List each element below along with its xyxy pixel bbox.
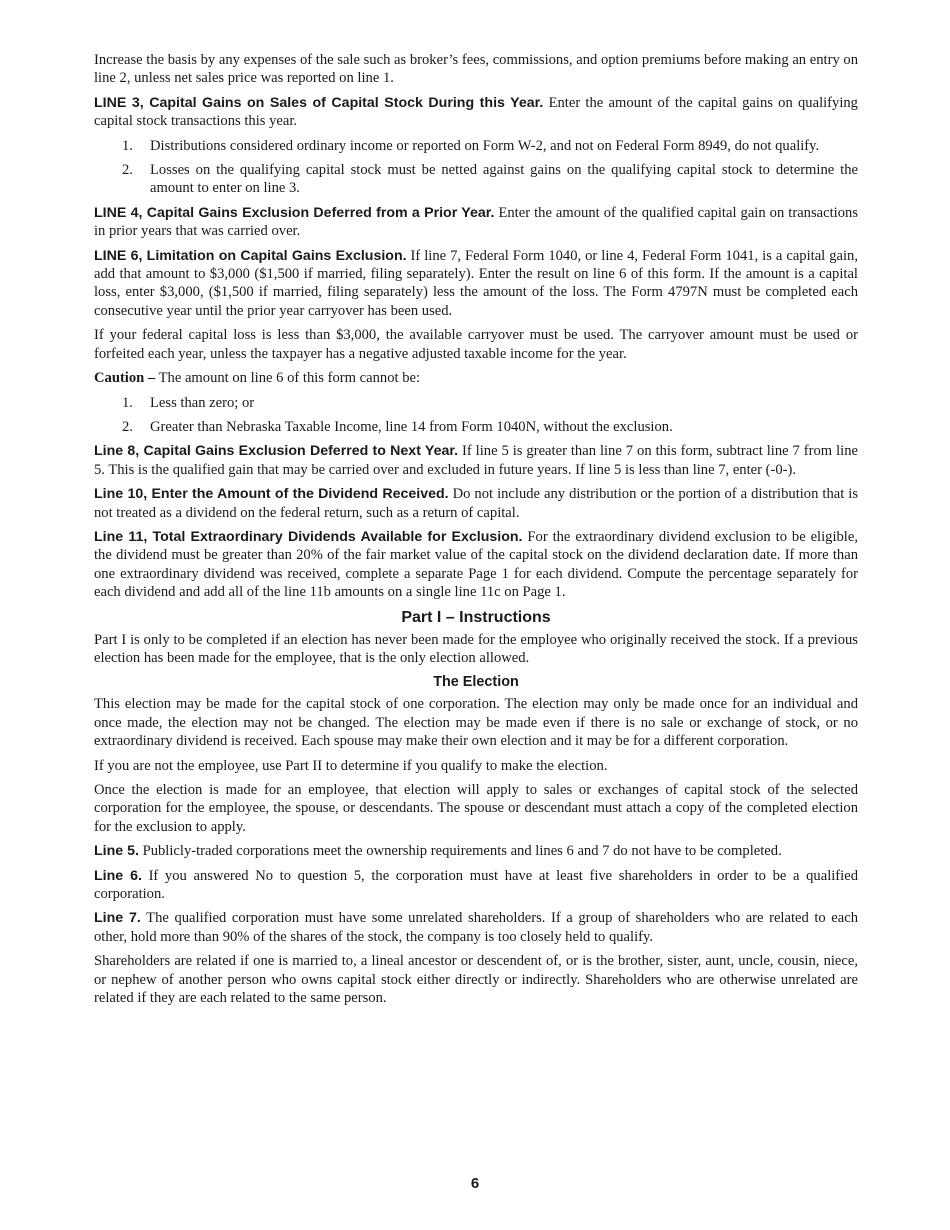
instructions-page <box>94 51 858 1013</box>
line3-heading: LINE 3, Capital Gains on Sales of Capital Stock During this Year. <box>94 94 544 111</box>
list-item <box>94 137 858 155</box>
caution-paragraph <box>94 369 858 387</box>
election-paragraph: If you are not the employee, use Part II to determine if you qualify to make the election. <box>94 757 608 774</box>
line8-paragraph <box>94 442 858 479</box>
page-number: 6 <box>470 1175 480 1192</box>
line5-heading: Line 5. <box>94 843 139 860</box>
line3-text: Enter the amount of the capital gains on qualifying capital stock transactions this year. <box>94 94 858 130</box>
line5-paragraph <box>94 842 858 860</box>
part1-title: Part I – Instructions <box>401 608 551 626</box>
list-item <box>94 394 858 412</box>
list-text: Losses on the qualifying capital stock must be netted against gains on the qualifying capital stock to determine the amount to enter on line 3. <box>150 162 858 197</box>
line6b-text: If you answered No to question 5, the corporation must have at least five shareholders in order to be a qualified corporation. <box>94 867 858 903</box>
election-title: The Election <box>433 674 519 691</box>
intro-paragraph: Increase the basis by any expenses of the sale such as broker’s fees, commissions, and option premiums before making an entry on line 2, unless net sales price was reported on line 1. <box>94 52 858 87</box>
list-number: 2. <box>122 162 133 179</box>
list-text: Less than zero; or <box>150 394 255 411</box>
list-text: Greater than Nebraska Taxable Income, line 14 from Form 1040N, without the exclusion. <box>150 418 673 435</box>
line3-paragraph <box>94 94 858 131</box>
line5-text: Publicly-traded corporations meet the ownership requirements and lines 6 and 7 do not have to be completed. <box>138 843 782 860</box>
list-number: 2. <box>122 418 133 435</box>
line10-heading: Line 10, Enter the Amount of the Dividend Received. <box>94 486 449 503</box>
line11-heading: Line 11, Total Extraordinary Dividends Available for Exclusion. <box>94 528 523 545</box>
carryover-paragraph: If your federal capital loss is less than $3,000, the available carryover must be used. The carryover amount must be used or forfeited each year, unless the taxpayer has a negative adjusted taxable income for the year. <box>94 327 858 362</box>
related-paragraph: Shareholders are related if one is married to, a lineal ancestor or descendent of, or is the brother, sister, aunt, uncle, cousin, niece, or nephew of another person who owns capital stock either directly or indirectly. Shareholders who are otherwise unrelated are related if they are each related to the same person. <box>94 953 858 1007</box>
line7-text: The qualified corporation must have some unrelated shareholders. If a group of shareholders who are related to each other, hold more than 90% of the shares of the stock, the company is too closely held to qualify. <box>94 910 858 945</box>
caution-list <box>94 394 858 437</box>
line6-paragraph <box>94 247 858 321</box>
election-paragraph: Once the election is made for an employee, that election will apply to sales or exchanges of capital stock of the selected corporation for the employee, the spouse, or descendants. The spouse or descendant must attach a copy of the completed election for the exclusion to apply. <box>94 782 858 835</box>
list-number: 1. <box>122 137 133 154</box>
line8-heading: Line 8, Capital Gains Exclusion Deferred to Next Year. <box>94 443 459 460</box>
caution-text: The amount on line 6 of this form cannot be: <box>155 370 421 387</box>
line6b-paragraph <box>94 867 858 904</box>
line4-paragraph <box>94 204 858 241</box>
line4-text: Enter the amount of the qualified capital gain on transactions in prior years that was carried over. <box>94 204 858 240</box>
election-paragraph: This election may be made for the capital stock of one corporation. The election may only be made once for an individual and once made, the election may not be changed. The election may be made even if there is no sale or exchange of stock, or no extraordinary dividend is received. Each spouse may make their own election and it may be for a different corporation. <box>94 696 858 750</box>
line3-list <box>94 137 858 198</box>
line11-text: For the extraordinary dividend exclusion to be eligible, the dividend must be greater than 20% of the fair market value of the capital stock on the dividend declaration date. If more than one extraordinary dividend was received, complete a separate Page 1 for each dividend. Compute the percentage separately for each dividend and add all of the line 11b amounts on a single line 11c on Page 1. <box>94 528 858 601</box>
list-number: 1. <box>122 394 133 411</box>
line6-heading: LINE 6, Limitation on Capital Gains Exclusion. <box>94 247 407 264</box>
line11-paragraph <box>94 528 858 602</box>
line10-paragraph <box>94 485 858 522</box>
line7-paragraph <box>94 909 858 946</box>
line6b-heading: Line 6. <box>94 867 142 884</box>
line10-text: Do not include any distribution or the portion of a distribution that is not treated as a dividend on the federal return, such as a return of capital. <box>94 486 858 521</box>
list-item <box>94 418 858 436</box>
line7-heading: Line 7. <box>94 910 141 927</box>
part1-paragraph: Part I is only to be completed if an election has never been made for the employee who originally received the stock. If a previous election has been made for the employee, that is the only election allowed. <box>94 631 858 666</box>
line8-text: If line 5 is greater than line 7 on this form, subtract line 7 from line 5. This is the qualified gain that may be carried over and excluded in future years. If line 5 is less than line 7, enter (-0-). <box>94 443 858 478</box>
list-item <box>94 161 858 198</box>
line6-text: If line 7, Federal Form 1040, or line 4, Federal Form 1041, is a capital gain, add that amount to $3,000 ($1,500 if married, filing separately). Enter the result on line 6 of this form. If the amount is a capital loss, enter $3,000, ($1,500 if married, filing separately) less the amount of the loss. The Form 4797N must be completed each consecutive year until the prior year carryover has been used. <box>94 247 858 319</box>
list-text: Distributions considered ordinary income or reported on Form W-2, and not on Federal Form 8949, do not qualify. <box>150 137 820 154</box>
line4-heading: LINE 4, Capital Gains Exclusion Deferred from a Prior Year. <box>94 204 495 221</box>
caution-label: Caution – <box>94 370 156 387</box>
